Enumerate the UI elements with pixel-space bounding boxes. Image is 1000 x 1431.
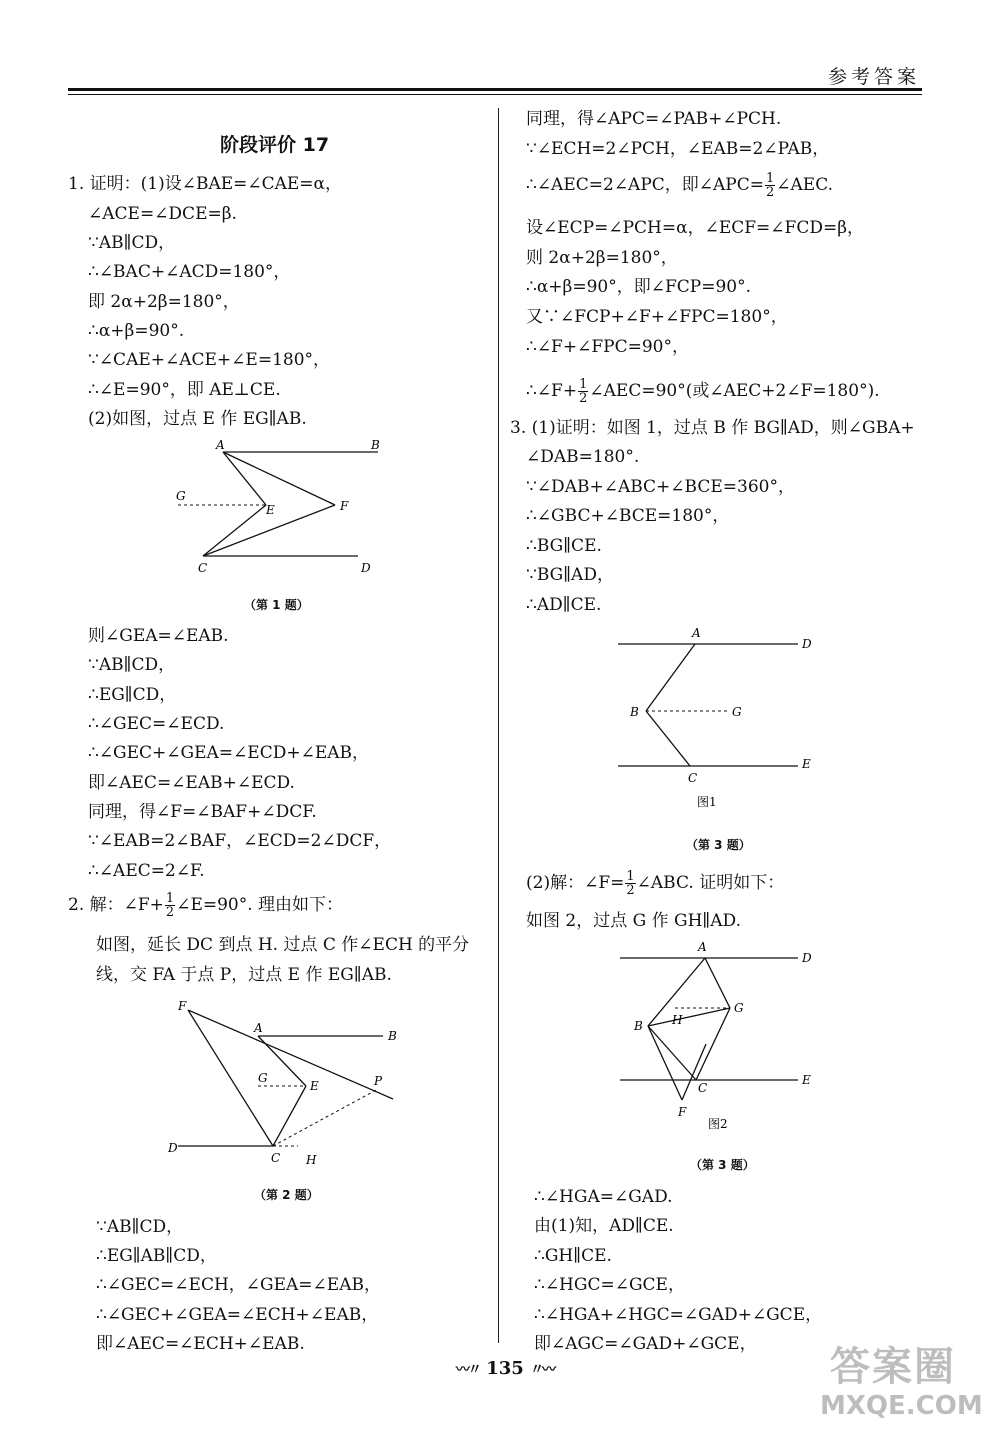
text-line: ∴∠GBC+∠BCE=180°， (526, 506, 730, 526)
header-rule-thick (68, 88, 922, 91)
fraction-half (765, 172, 775, 199)
fraction-numerator: 1 (165, 891, 175, 906)
text-line: (2)如图，过点 E 作 EG∥AB. (88, 409, 307, 429)
svg-text:E: E (266, 503, 275, 517)
text-line: 设∠ECP=∠PCH=α，∠ECF=∠FCD=β， (526, 218, 865, 238)
fraction-denominator: 2 (626, 883, 635, 898)
apc-line (526, 172, 833, 199)
text-line: ∴∠AEC=2∠F. (88, 861, 205, 881)
ornament-right-icon: 〃〰 (530, 1362, 555, 1378)
question-2-answer (68, 892, 343, 919)
fraction-numerator: 1 (766, 171, 775, 186)
svg-text:A: A (692, 626, 701, 640)
text-line: 则∠GEA=∠EAB. (88, 626, 229, 646)
final-suffix: ∠AEC=90°(或∠AEC+2∠F=180°). (589, 381, 880, 401)
svg-text:G: G (176, 489, 186, 503)
figure-4-caption: （第 3 题） (690, 1158, 755, 1172)
text-line: 同理，得∠F=∠BAF+∠DCF. (88, 802, 317, 822)
text-line: 即∠AEC=∠EAB+∠ECD. (88, 773, 295, 793)
text-line: ∴α+β=90°，即∠FCP=90°. (526, 277, 752, 297)
text-line: ∴∠HGA=∠GAD. (534, 1187, 673, 1207)
fraction-denominator: 2 (579, 391, 588, 406)
svg-text:E: E (310, 1079, 319, 1093)
svg-text:H: H (306, 1153, 317, 1167)
text-line: 如图 2，过点 G 作 GH∥AD. (526, 911, 741, 931)
text-line: ∴α+β=90°. (88, 321, 185, 341)
watermark-text: 答案圈 (830, 1344, 956, 1390)
apc-prefix: ∴∠AEC=2∠APC，即∠APC= (526, 175, 764, 195)
svg-text:D: D (361, 561, 371, 575)
svg-text:H: H (672, 1013, 683, 1027)
text-line: ∵BG∥AD， (526, 565, 614, 585)
text-line: ∴∠F+∠FPC=90°， (526, 337, 689, 357)
figure-4-diagram (610, 934, 840, 1134)
figure-3-caption: （第 3 题） (686, 838, 751, 852)
text-line: ∴GH∥CE. (534, 1246, 612, 1266)
svg-text:P: P (374, 1074, 383, 1088)
svg-text:C: C (271, 1151, 281, 1165)
figure-3-label: 图1 (697, 795, 717, 809)
svg-text:A: A (254, 1021, 263, 1035)
q3-part2-line (526, 870, 784, 897)
fraction-denominator: 2 (165, 905, 175, 920)
text-line: ∵AB∥CD， (88, 233, 176, 253)
ornament-left-icon: 〰〃 (455, 1362, 480, 1378)
text-line: 1. 证明：(1)设∠BAE=∠CAE=α， (68, 174, 343, 194)
figure-1-diagram (168, 438, 388, 578)
q32-suffix: ∠ABC. 证明如下： (636, 873, 785, 893)
svg-text:B: B (371, 438, 380, 452)
final-line (526, 378, 880, 405)
apc-suffix: ∠AEC. (776, 175, 834, 195)
svg-text:E: E (802, 1073, 811, 1087)
text-line: 由(1)知，AD∥CE. (534, 1216, 674, 1236)
svg-text:D: D (802, 637, 812, 651)
text-line: ∵AB∥CD， (96, 1217, 184, 1237)
figure-1-caption: （第 1 题） (244, 598, 309, 612)
text-line: ∴AD∥CE. (526, 595, 602, 615)
fraction-half (165, 892, 175, 919)
text-line: ∵∠CAE+∠ACE+∠E=180°， (88, 350, 331, 370)
q2-suffix: ∠E=90°. 理由如下： (176, 895, 344, 915)
svg-text:B: B (634, 1019, 643, 1033)
text-line: 如图，延长 DC 到点 H. 过点 C 作∠ECH 的平分 (96, 935, 470, 955)
text-line: ∠ACE=∠DCE=β. (88, 204, 237, 224)
text-line: 则 2α+2β=180°， (526, 248, 678, 268)
text-line: ∴∠GEC=∠ECH，∠GEA=∠EAB， (96, 1275, 381, 1295)
text-line: ∴∠BAC+∠ACD=180°， (88, 262, 291, 282)
text-line: ∴∠HGA+∠HGC=∠GAD+∠GCE， (534, 1305, 823, 1325)
figure-3-diagram (610, 620, 840, 820)
q2-prefix: 2. 解：∠F+ (68, 895, 164, 915)
fraction-denominator: 2 (766, 185, 775, 200)
svg-text:F: F (178, 999, 187, 1013)
page-number-text: 135 (486, 1358, 524, 1379)
text-line: 线，交 FA 于点 P，过点 E 作 EG∥AB. (96, 965, 392, 985)
text-line: ∴∠E=90°，即 AE⊥CE. (88, 380, 281, 400)
page-number (440, 1358, 570, 1379)
text-line: ∴EG∥CD， (88, 685, 177, 705)
svg-text:A: A (698, 940, 707, 954)
text-line: 即∠AGC=∠GAD+∠GCE， (534, 1334, 757, 1354)
svg-text:G: G (258, 1071, 268, 1085)
figure-2-caption: （第 2 题） (254, 1188, 319, 1202)
text-line: ∵∠ECH=2∠PCH，∠EAB=2∠PAB， (526, 139, 830, 159)
fraction-half (625, 870, 635, 897)
text-line: ∴∠HGC=∠GCE， (534, 1275, 685, 1295)
svg-text:C: C (198, 561, 208, 575)
text-line: 即∠AEC=∠ECH+∠EAB. (96, 1334, 305, 1354)
text-line: 又∵∠FCP+∠F+∠FPC=180°， (526, 307, 788, 327)
fraction-numerator: 1 (579, 377, 588, 392)
svg-text:C: C (688, 771, 698, 785)
watermark-logo (810, 1335, 995, 1427)
svg-text:D: D (802, 951, 812, 965)
fraction-half (578, 378, 588, 405)
text-line: ∵∠DAB+∠ABC+∠BCE=360°， (526, 477, 795, 497)
figure-2-diagram (158, 988, 418, 1178)
text-line: ∴BG∥CE. (526, 536, 602, 556)
header-rule-thin (68, 94, 922, 95)
svg-text:D: D (168, 1141, 178, 1155)
text-line: ∴∠GEC+∠GEA=∠ECD+∠EAB， (88, 743, 370, 763)
text-line: 同理，得∠APC=∠PAB+∠PCH. (526, 109, 782, 129)
svg-text:E: E (802, 757, 811, 771)
figure-4-label: 图2 (708, 1117, 728, 1131)
text-line: ∴EG∥AB∥CD， (96, 1246, 217, 1266)
column-divider (498, 108, 499, 1343)
text-line: ∵AB∥CD， (88, 655, 176, 675)
svg-text:F: F (340, 499, 349, 513)
svg-text:B: B (388, 1029, 397, 1043)
text-line: ∵∠EAB=2∠BAF，∠ECD=2∠DCF， (88, 831, 392, 851)
text-line: ∴∠GEC=∠ECD. (88, 714, 225, 734)
text-line: 3. (1)证明：如图 1，过点 B 作 BG∥AD，则∠GBA+ (510, 418, 915, 438)
final-prefix: ∴∠F+ (526, 381, 578, 401)
q32-prefix: (2)解：∠F= (526, 873, 625, 893)
text-line: 即 2α+2β=180°， (88, 292, 240, 312)
fraction-numerator: 1 (626, 869, 635, 884)
svg-text:G: G (734, 1001, 744, 1015)
text-line: ∠DAB=180°. (526, 447, 640, 467)
header-label: 参考答案 (827, 66, 920, 88)
svg-text:C: C (698, 1081, 708, 1095)
text-line: ∴∠GEC+∠GEA=∠ECH+∠EAB， (96, 1305, 379, 1325)
svg-text:F: F (678, 1105, 687, 1119)
svg-text:B: B (630, 705, 639, 719)
watermark-url: MXQE.COM (820, 1391, 983, 1421)
svg-text:G: G (732, 705, 742, 719)
section-title: 阶段评价 17 (220, 134, 330, 156)
svg-text:A: A (216, 438, 225, 452)
